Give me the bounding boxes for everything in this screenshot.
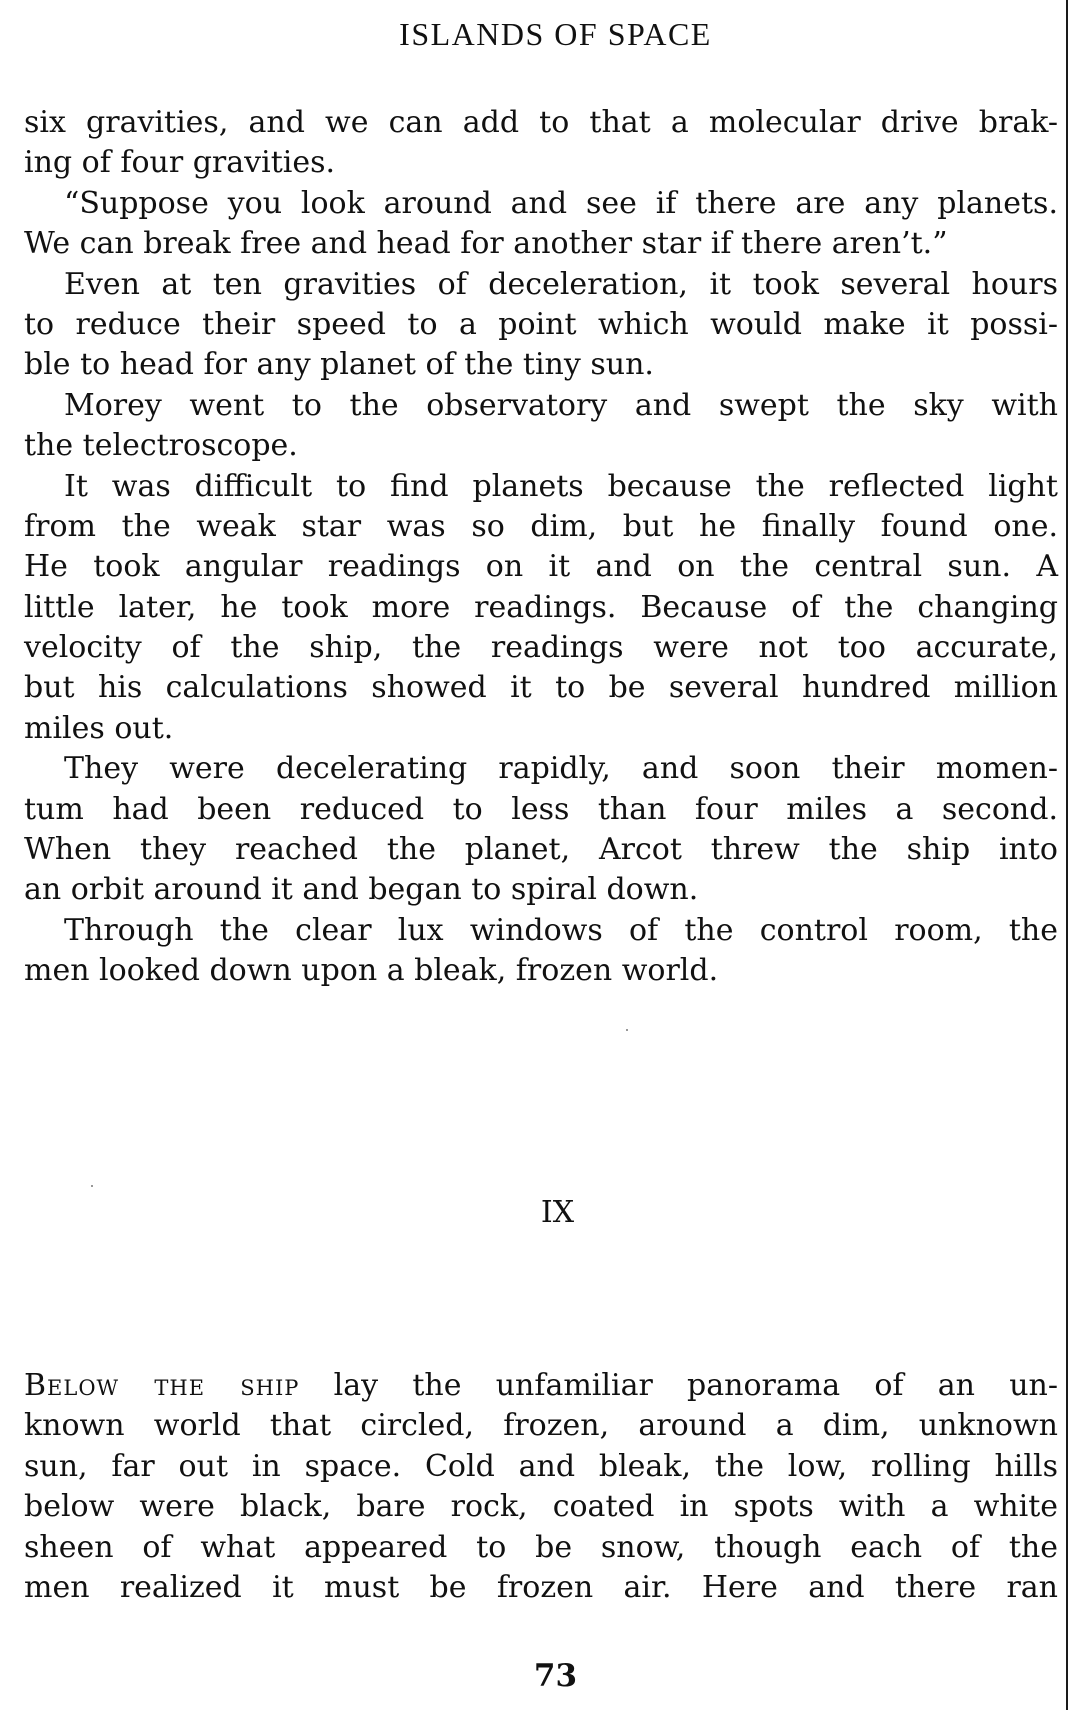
print-speck xyxy=(91,1185,93,1187)
text-line: Through the clear lux windows of the control room, the xyxy=(64,912,1058,948)
text-line: men realized it must be frozen air. Here and there ran xyxy=(24,1569,1058,1605)
text-line: He took angular readings on it and on the central sun. A xyxy=(24,549,1058,585)
text-line: They were decelerating rapidly, and soon their momen- xyxy=(64,751,1058,787)
text-line-opening xyxy=(24,1366,1058,1406)
print-speck xyxy=(626,1029,628,1031)
text-line: velocity of the ship, the readings were not too accurate, xyxy=(24,630,1058,666)
text-line: men looked down upon a bleak, frozen world. xyxy=(24,953,719,989)
text-line: tum had been reduced to less than four miles a second. xyxy=(24,791,1058,827)
text-line: six gravities, and we can add to that a molecular drive brak- xyxy=(24,105,1058,140)
running-title: ISLANDS OF SPACE xyxy=(399,16,712,52)
text-line: ing of four gravities. xyxy=(24,145,336,181)
text-line: It was difficult to find planets because the reflected light xyxy=(64,468,1058,504)
page-edge-rule xyxy=(1066,0,1068,1710)
text-line: ble to head for any planet of the tiny sun. xyxy=(24,347,654,383)
text-line: Morey went to the observatory and swept the sky with xyxy=(64,387,1058,423)
text-line: sheen of what appeared to be snow, though each of the xyxy=(24,1529,1058,1565)
chapter-opening-small-caps: Below the ship xyxy=(24,1368,300,1403)
text-line: little later, he took more readings. Because of the changing xyxy=(24,589,1058,625)
text-line: miles out. xyxy=(24,710,174,746)
text-line: When they reached the planet, Arcot threw the ship into xyxy=(24,832,1058,868)
text-line: to reduce their speed to a point which would make it possi- xyxy=(24,306,1058,342)
text-line: We can break free and head for another star if there aren’t.” xyxy=(24,226,948,262)
chapter-opening-text: lay the unfamiliar panorama of an un- xyxy=(299,1368,1058,1403)
text-line: known world that circled, frozen, around a dim, unknown xyxy=(24,1408,1058,1444)
text-line: sun, far out in space. Cold and bleak, the low, rolling hills xyxy=(24,1448,1058,1484)
text-line: Even at ten gravities of deceleration, it took several hours xyxy=(64,266,1058,302)
page-number: 73 xyxy=(533,1658,578,1694)
text-block-bottom xyxy=(24,1366,1058,1608)
text-line: the telectroscope. xyxy=(24,428,298,464)
text-line: but his calculations showed it to be several hundred million xyxy=(24,670,1058,706)
text-line: an orbit around it and began to spiral down. xyxy=(24,872,699,908)
text-block-top xyxy=(24,103,1058,992)
text-line: from the weak star was so dim, but he finally found one. xyxy=(24,508,1058,544)
chapter-number: IX xyxy=(540,1195,575,1230)
text-line: below were black, bare rock, coated in spots with a white xyxy=(24,1489,1058,1525)
text-line: “Suppose you look around and see if there are any planets. xyxy=(64,185,1058,221)
